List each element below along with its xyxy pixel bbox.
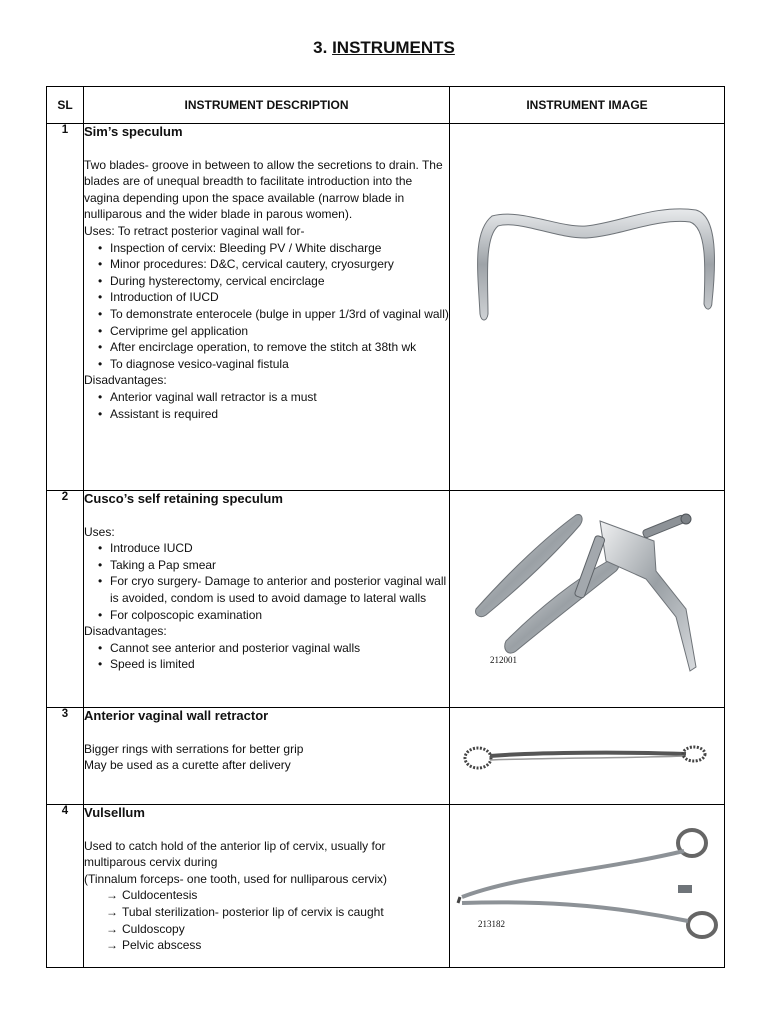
instruments-table xyxy=(46,86,725,968)
list-item: → Pelvic abscess xyxy=(106,937,449,954)
image-code: 212001 xyxy=(490,655,517,665)
list-item: • Anterior vaginal wall retractor is a must xyxy=(98,389,449,406)
arrow-list xyxy=(84,887,449,953)
list-item: • Inspection of cervix: Bleeding PV / White discharge xyxy=(98,240,449,257)
row-image-cell xyxy=(450,124,725,491)
list-item: • Introduce IUCD xyxy=(98,540,449,557)
disadvantages-heading: Disadvantages: xyxy=(84,373,167,388)
instrument-name: Sim’s speculum xyxy=(84,124,183,139)
disadvantages-list xyxy=(84,389,449,422)
description-line: May be used as a curette after delivery xyxy=(84,758,291,773)
uses-list xyxy=(84,240,449,373)
row-sl: 3 xyxy=(47,708,84,805)
list-item: • Introduction of IUCD xyxy=(98,289,449,306)
title-text: INSTRUMENTS xyxy=(332,38,455,57)
image-code: 213182 xyxy=(478,919,505,929)
instrument-name: Anterior vaginal wall retractor xyxy=(84,708,269,723)
uses-heading: Uses: xyxy=(84,524,115,539)
row-sl: 4 xyxy=(47,805,84,968)
row-description xyxy=(84,124,450,491)
header-description: INSTRUMENT DESCRIPTION xyxy=(84,87,450,124)
list-item: • Minor procedures: D&C, cervical cautery, cryosurgery xyxy=(98,256,449,273)
table-row xyxy=(47,708,725,805)
row-image-cell xyxy=(450,491,725,708)
description-line: (Tinnalum forceps- one tooth, used for nulliparous cervix) xyxy=(84,871,388,886)
title-number: 3. xyxy=(313,38,333,57)
header-sl: SL xyxy=(47,87,84,124)
row-description xyxy=(84,805,450,968)
row-description xyxy=(84,491,450,708)
cusco-speculum-image xyxy=(450,491,725,708)
list-item: • Cerviprime gel application xyxy=(98,323,449,340)
row-sl: 2 xyxy=(47,491,84,708)
list-item: • For colposcopic examination xyxy=(98,607,449,624)
disadvantages-heading: Disadvantages: xyxy=(84,624,167,639)
table-row xyxy=(47,805,725,968)
list-item: • Assistant is required xyxy=(98,406,449,423)
list-item: • To diagnose vesico-vaginal fistula xyxy=(98,356,449,373)
retractor-image xyxy=(450,708,725,805)
list-item: • Speed is limited xyxy=(98,656,449,673)
uses-heading: Uses: To retract posterior vaginal wall for- xyxy=(84,223,305,238)
row-image-cell xyxy=(450,708,725,805)
list-item: → Culdocentesis xyxy=(106,887,449,904)
table-row xyxy=(47,491,725,708)
list-item: • During hysterectomy, cervical encirclage xyxy=(98,273,449,290)
description-line: Used to catch hold of the anterior lip of cervix, usually for multiparous cervix during xyxy=(84,838,386,870)
header-row xyxy=(47,87,725,124)
description-line: Bigger rings with serrations for better grip xyxy=(84,741,304,756)
row-image-cell xyxy=(450,805,725,968)
vulsellum-image xyxy=(450,805,725,968)
list-item: • Cannot see anterior and posterior vaginal walls xyxy=(98,640,449,657)
table-row xyxy=(47,124,725,491)
instrument-name: Vulsellum xyxy=(84,805,145,820)
row-sl: 1 xyxy=(47,124,84,491)
list-item: • Taking a Pap smear xyxy=(98,557,449,574)
disadvantages-list xyxy=(84,640,449,673)
header-image: INSTRUMENT IMAGE xyxy=(450,87,725,124)
list-item: • After encirclage operation, to remove the stitch at 38th wk xyxy=(98,339,449,356)
row-description xyxy=(84,708,450,805)
list-item: → Tubal sterilization- posterior lip of cervix is caught xyxy=(106,904,449,921)
list-item: • For cryo surgery- Damage to anterior and posterior vaginal wall is avoided, condom is used to avoid damage to lateral walls xyxy=(98,573,449,606)
list-item: → Culdoscopy xyxy=(106,921,449,938)
instrument-name: Cusco’s self retaining speculum xyxy=(84,491,283,506)
instrument-intro: Two blades- groove in between to allow the secretions to drain. The blades are of unequal breadth to facilitate introduction into the vagina depending upon the space available (narrow blade in nulliparous and the wider blade in parous women). xyxy=(84,157,443,222)
list-item: • To demonstrate enterocele (bulge in upper 1/3rd of vaginal wall) xyxy=(98,306,449,323)
page-title xyxy=(0,38,768,58)
uses-list xyxy=(84,540,449,623)
sims-speculum-image xyxy=(450,124,725,491)
